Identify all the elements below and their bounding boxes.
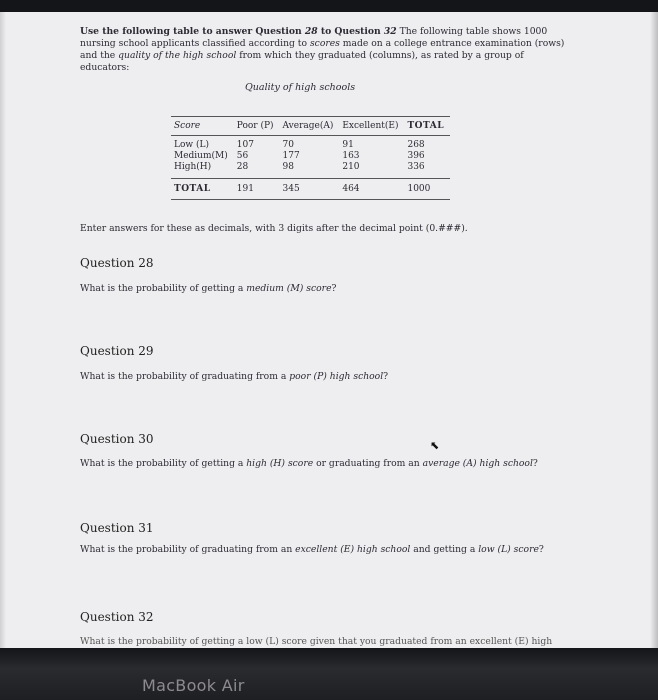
intro-quality-phrase: quality of the high school — [118, 50, 237, 61]
cell-excellent: 91 — [342, 139, 354, 150]
row-label: High(H) — [174, 161, 212, 172]
question-31-title: Question 31 — [80, 521, 154, 535]
q30-pre: What is the probability of getting a — [80, 458, 247, 469]
q31-mid: and getting a — [410, 544, 479, 555]
q31-em2: low (L) score — [478, 544, 539, 555]
intro-q-from: 28 — [304, 26, 318, 37]
table-row — [171, 150, 450, 161]
q30-mid: or graduating from an — [313, 458, 423, 469]
intro-scores-word: scores — [309, 38, 340, 49]
q31-em1: excellent (E) high school — [295, 544, 411, 555]
cell-poor: 56 — [236, 150, 249, 161]
q30-post: ? — [532, 458, 538, 469]
screen-edge-left — [0, 12, 6, 648]
header-score: Score — [174, 121, 201, 131]
q31-pre: What is the probability of graduating from an — [80, 544, 296, 555]
cell-total: 268 — [407, 139, 425, 150]
table-total-row — [171, 179, 450, 200]
question-28-title: Question 28 — [80, 256, 154, 270]
question-32-title: Question 32 — [80, 610, 154, 624]
intro-part5: from which they graduated (columns), as rated by a group of educators: — [80, 50, 524, 73]
table-header-row — [171, 117, 450, 136]
table-caption: Quality of high schools — [245, 82, 356, 93]
total-label: TOTAL — [174, 184, 211, 194]
question-29-title: Question 29 — [80, 344, 154, 358]
q28-em: medium (M) score — [246, 283, 332, 294]
total-average: 345 — [282, 184, 300, 194]
cell-total: 396 — [407, 150, 425, 161]
total-poor: 191 — [236, 184, 254, 194]
row-label: Medium(M) — [174, 150, 228, 161]
total-grand: 1000 — [407, 184, 431, 194]
q28-pre: What is the probability of getting a — [80, 283, 247, 294]
row-label: Low (L) — [174, 139, 209, 150]
header-average: Average(A) — [282, 121, 334, 131]
question-32-text-cut: What is the probability of getting a low (L) score given that you graduated from an excellent (E) high — [80, 636, 553, 647]
q29-em: poor (P) high school — [289, 371, 384, 382]
cell-total: 336 — [407, 161, 425, 172]
intro-part3: The following table shows 1000 nursing school applicants classified according to — [80, 26, 548, 49]
header-excellent: Excellent(E) — [342, 121, 399, 131]
answer-instructions: Enter answers for these as decimals, with 3 digits after the decimal point (0.###). — [80, 223, 468, 234]
intro-q-to: 32 — [383, 26, 397, 37]
intro-part4: made on a college entrance examination (rows) and the — [80, 38, 565, 61]
total-excellent: 464 — [342, 184, 360, 194]
question-29-text — [80, 371, 388, 382]
question-28-text — [80, 283, 336, 294]
header-poor: Poor (P) — [236, 121, 274, 131]
screen-edge-right — [650, 12, 658, 648]
intro-part2: to Question — [317, 26, 384, 37]
question-31-text — [80, 544, 544, 555]
q29-pre: What is the probability of graduating from a — [80, 371, 290, 382]
table-row — [171, 136, 450, 151]
cell-average: 98 — [282, 161, 294, 172]
cell-excellent: 163 — [342, 150, 360, 161]
q29-post: ? — [383, 371, 389, 382]
cell-poor: 28 — [236, 161, 249, 172]
cell-poor: 107 — [236, 139, 254, 150]
intro-part1: Use the following table to answer Question — [80, 26, 305, 37]
intro-paragraph — [80, 26, 572, 74]
cell-excellent: 210 — [342, 161, 360, 172]
laptop-bezel-bottom — [0, 648, 658, 700]
q30-em2: average (A) high school — [422, 458, 533, 469]
mouse-cursor-icon: ⬉ — [430, 439, 440, 452]
question-30-title: Question 30 — [80, 432, 154, 446]
laptop-brand-label: MacBook Air — [142, 676, 245, 695]
question-30-text — [80, 458, 538, 469]
cell-average: 177 — [282, 150, 300, 161]
contingency-table — [171, 116, 450, 200]
q28-post: ? — [331, 283, 337, 294]
cell-average: 70 — [282, 139, 294, 150]
header-total: TOTAL — [407, 121, 445, 131]
screen — [0, 12, 658, 648]
q30-em1: high (H) score — [246, 458, 314, 469]
table-row — [171, 161, 450, 172]
q31-post: ? — [538, 544, 544, 555]
